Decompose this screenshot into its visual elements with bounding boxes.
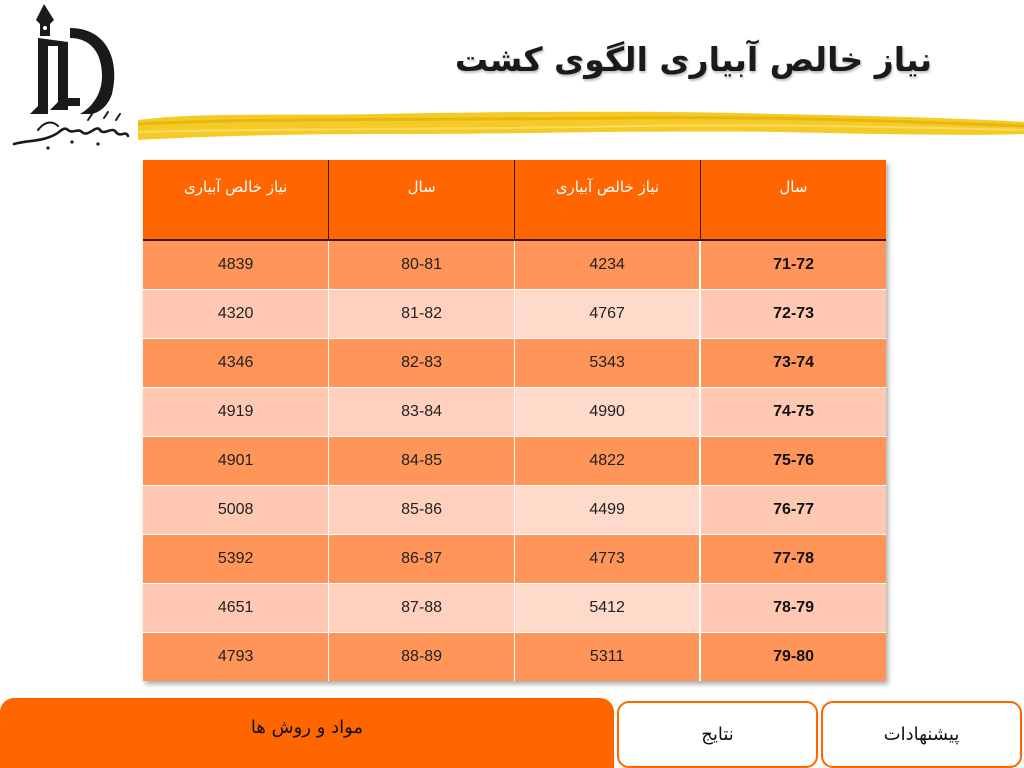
slide-title: نیاز خالص آبیاری الگوی کشت <box>454 40 932 79</box>
cell-year: 88-89 <box>329 633 515 682</box>
cell-net-irrigation: 5008 <box>143 486 329 535</box>
cell-net-irrigation: 5392 <box>143 535 329 584</box>
cell-net-irrigation: 4839 <box>143 240 329 290</box>
cell-year: 75-76 <box>700 437 886 486</box>
cell-year: 81-82 <box>329 290 515 339</box>
cell-year: 78-79 <box>700 584 886 633</box>
cell-year: 74-75 <box>700 388 886 437</box>
cell-year: 77-78 <box>700 535 886 584</box>
cell-net-irrigation: 5412 <box>515 584 701 633</box>
table-row <box>143 486 886 535</box>
cell-net-irrigation: 4793 <box>143 633 329 682</box>
university-logo <box>8 2 132 152</box>
cell-net-irrigation: 5343 <box>515 339 701 388</box>
cell-net-irrigation: 4773 <box>515 535 701 584</box>
cell-net-irrigation: 4901 <box>143 437 329 486</box>
cell-net-irrigation: 4651 <box>143 584 329 633</box>
cell-net-irrigation: 4919 <box>143 388 329 437</box>
header-year-right: سال <box>329 160 515 240</box>
irrigation-table <box>143 160 886 681</box>
table-row <box>143 240 886 290</box>
table-row <box>143 437 886 486</box>
cell-year: 76-77 <box>700 486 886 535</box>
highlighter-stroke <box>138 104 1024 148</box>
tab-suggestions-label: پیشنهادات <box>883 724 960 745</box>
cell-net-irrigation: 5311 <box>515 633 701 682</box>
section-nav <box>0 698 1024 768</box>
cell-year: 86-87 <box>329 535 515 584</box>
table-row <box>143 339 886 388</box>
table-row <box>143 388 886 437</box>
cell-year: 80-81 <box>329 240 515 290</box>
table-row <box>143 290 886 339</box>
tab-methods[interactable] <box>0 698 614 768</box>
cell-net-irrigation: 4234 <box>515 240 701 290</box>
table-row <box>143 633 886 682</box>
cell-net-irrigation: 4346 <box>143 339 329 388</box>
tab-results[interactable] <box>617 701 818 768</box>
cell-year: 85-86 <box>329 486 515 535</box>
cell-year: 71-72 <box>700 240 886 290</box>
header-net-irrigation-left: نیاز خالص آبیاری <box>515 160 701 240</box>
cell-year: 79-80 <box>700 633 886 682</box>
table-row <box>143 535 886 584</box>
cell-year: 84-85 <box>329 437 515 486</box>
cell-net-irrigation: 4767 <box>515 290 701 339</box>
cell-year: 87-88 <box>329 584 515 633</box>
cell-net-irrigation: 4822 <box>515 437 701 486</box>
cell-net-irrigation: 4990 <box>515 388 701 437</box>
header-year-left: سال <box>700 160 886 240</box>
table-header-row <box>143 160 886 240</box>
cell-net-irrigation: 4320 <box>143 290 329 339</box>
tab-methods-label: مواد و روش ها <box>250 716 364 738</box>
header-net-irrigation-right: نیاز خالص آبیاری <box>143 160 329 240</box>
cell-year: 82-83 <box>329 339 515 388</box>
cell-net-irrigation: 4499 <box>515 486 701 535</box>
tab-suggestions[interactable] <box>821 701 1022 768</box>
table-row <box>143 584 886 633</box>
cell-year: 83-84 <box>329 388 515 437</box>
cell-year: 72-73 <box>700 290 886 339</box>
cell-year: 73-74 <box>700 339 886 388</box>
tab-results-label: نتایج <box>701 724 734 745</box>
